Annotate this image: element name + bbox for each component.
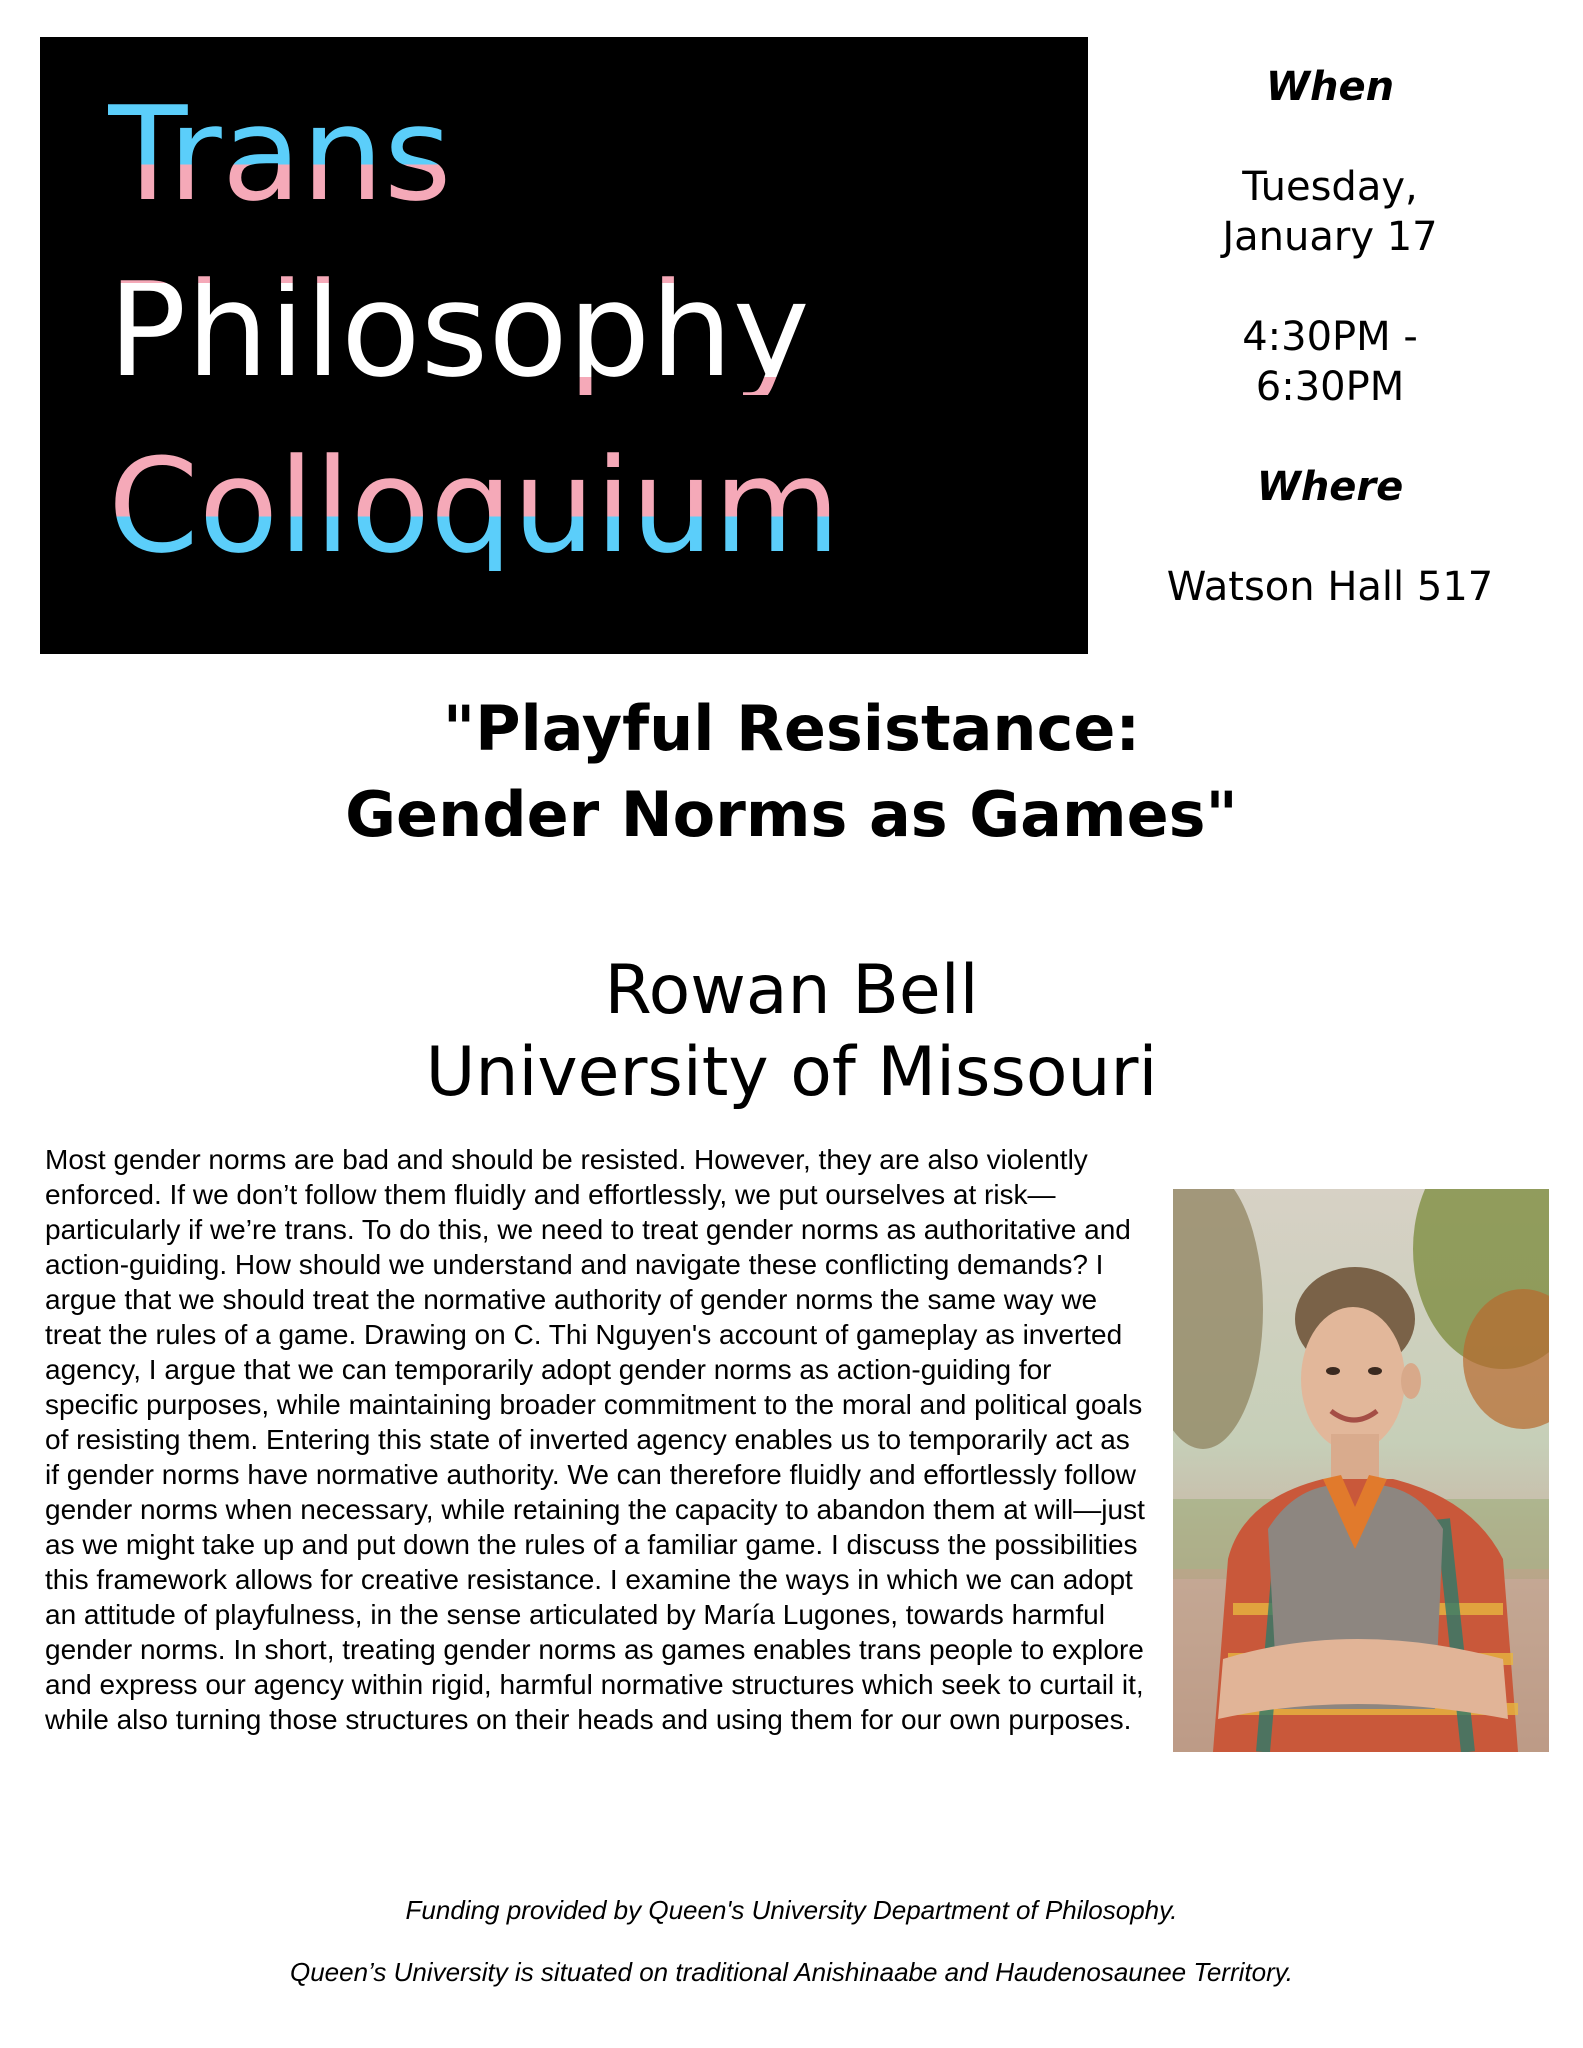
- where-heading: Where: [1256, 464, 1404, 510]
- abstract-text: Most gender norms are bad and should be resisted. However, they are also violently enforced. If we don’t follow them fluidly and effortlessly, we put ourselves at risk—particularly if we’re trans. To do this, we need to treat gender norms as authoritative and action-guiding. How should we understand and navigate these conflicting demands? I argue that we should treat the normative authority of gender norms the same way we treat the rules of a game. Drawing on C. Thi Nguyen's account of gameplay as inverted agency, I argue that we can temporarily adopt gender norms as action-guiding for specific purposes, while maintaining broader commitment to the moral and political goals of resisting them. Entering this state of inverted agency enables us to temporarily act as if gender norms have normative authority. We can therefore fluidly and effortlessly follow gender norms when necessary, while retaining the capacity to abandon them at will—just as we might take up and put down the rules of a familiar game. I discuss the possibilities this framework allows for creative resistance. I examine the ways in which we can adopt an attitude of playfulness, in the sense articulated by María Lugones, towards harmful gender norms. In short, treating gender norms as games enables trans people to explore and express our agency within rigid, harmful normative structures which seek to curtail it, while also turning those structures on their heads and using them for our own purposes.: [45, 1144, 1145, 1735]
- when-heading: When: [1265, 64, 1395, 110]
- speaker-affiliation: University of Missouri: [425, 1033, 1158, 1112]
- banner-line-colloquium: Colloquium: [108, 430, 841, 582]
- event-location: Watson Hall 517: [1166, 564, 1494, 610]
- banner-line-trans: Trans: [108, 78, 452, 230]
- funding-note: Funding provided by Queen's University Department of Philosophy.: [405, 1895, 1178, 1925]
- land-acknowledgement: Queen’s University is situated on traditional Anishinaabe and Haudenosaunee Territory.: [289, 1957, 1294, 1987]
- title-banner: [40, 37, 1088, 654]
- talk-title-line-1: "Playful Resistance:: [442, 692, 1141, 765]
- speaker-photo: [1173, 1189, 1549, 1752]
- banner-line-philosophy: Philosophy: [108, 254, 810, 406]
- event-time: 4:30PM - 6:30PM: [1242, 314, 1418, 410]
- event-date: Tuesday, January 17: [1222, 164, 1438, 260]
- talk-title-line-2: Gender Norms as Games": [345, 778, 1238, 851]
- speaker-name: Rowan Bell: [604, 951, 979, 1030]
